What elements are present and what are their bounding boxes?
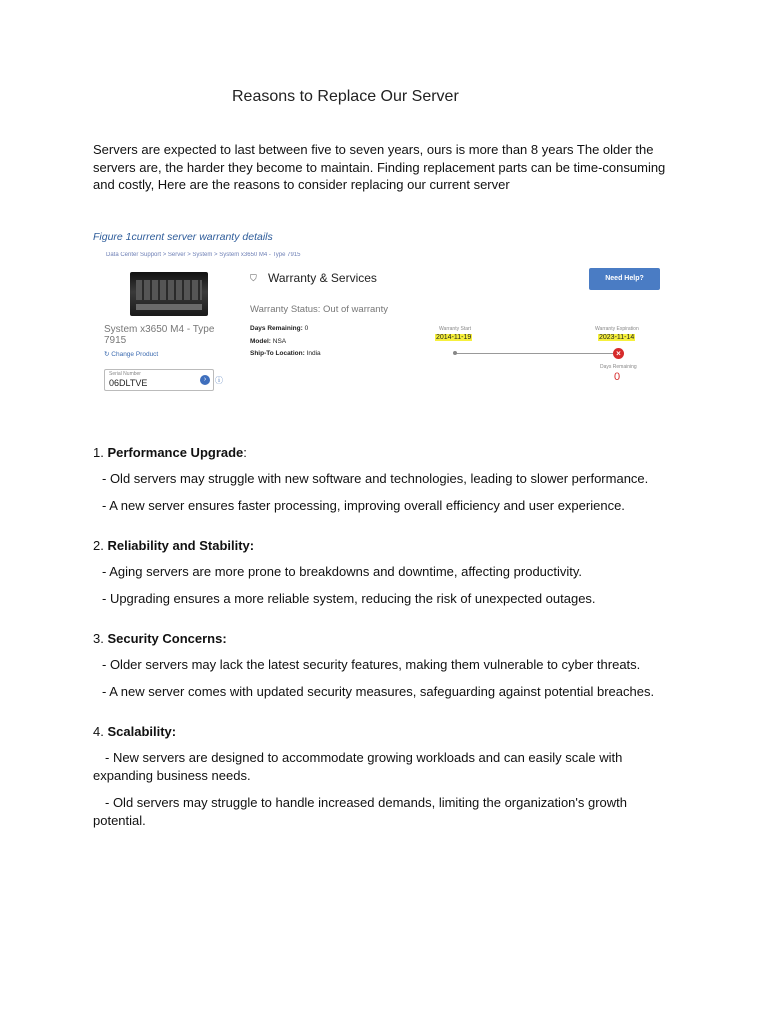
reason-number: 2. xyxy=(93,538,104,553)
reason-heading xyxy=(93,723,683,741)
change-product-label: Change Product xyxy=(111,351,159,358)
reason-number: 4. xyxy=(93,724,104,739)
serial-label: Serial Number xyxy=(109,371,141,377)
reason-item xyxy=(93,537,683,608)
warranty-start-date: 2014-11-19 xyxy=(436,334,472,341)
reason-item xyxy=(93,723,683,830)
x-circle-icon: × xyxy=(613,348,624,359)
reason-item xyxy=(93,444,683,515)
need-help-button[interactable]: Need Help? xyxy=(589,268,660,290)
reason-point: - Upgrading ensures a more reliable system, reducing the risk of unexpected outages. xyxy=(102,591,596,606)
reason-heading xyxy=(93,444,683,462)
reason-heading xyxy=(93,630,683,648)
warranty-start-label: Warranty Start xyxy=(439,326,472,332)
figure-caption: Figure 1current server warranty details xyxy=(93,231,273,243)
reason-point: - A new server ensures faster processing, improving overall efficiency and user experience. xyxy=(102,498,625,513)
model-label: Model: xyxy=(250,338,271,345)
model-value: NSA xyxy=(272,338,287,345)
reason-point: - A new server comes with updated security measures, safeguarding against potential breaches. xyxy=(102,684,655,699)
warranty-expiration-date: 2023-11-14 xyxy=(599,334,635,341)
reason-item xyxy=(93,630,683,701)
days-remaining-row xyxy=(250,325,308,332)
reason-point: - New servers are designed to accommodate growing workloads and can easily scale with expanding business needs. xyxy=(93,750,623,783)
reason-heading xyxy=(93,537,683,555)
document-title: Reasons to Replace Our Server xyxy=(232,88,459,105)
info-icon[interactable]: ⓘ xyxy=(215,376,223,385)
reason-title: Reliability and Stability: xyxy=(107,538,255,553)
breadcrumb: Data Center Support > Server > System > System x3650 M4 - Type 7915 xyxy=(106,252,301,258)
location-value: India xyxy=(306,350,321,357)
warranty-timeline xyxy=(455,353,618,354)
reason-point: - Aging servers are more prone to breakdowns and downtime, affecting productivity. xyxy=(102,564,583,579)
serial-number-field[interactable] xyxy=(104,369,214,391)
model-row xyxy=(250,338,286,345)
arrow-right-icon[interactable]: › xyxy=(200,375,210,385)
days-remaining-caption: Days Remaining xyxy=(600,364,637,370)
intro-text: Servers are expected to last between five to seven years, ours is more than 8 years The older the servers are, the harder they become to maintain. Finding replacement parts can be time-consuming and costly, Here are the reasons to consider replacing our current server xyxy=(93,142,666,192)
days-remaining-count: 0 xyxy=(614,371,621,383)
reason-colon: : xyxy=(243,445,247,460)
location-label: Ship-To Location: xyxy=(250,350,305,357)
location-row xyxy=(250,350,321,357)
refresh-icon: ↻ xyxy=(104,351,110,358)
system-name: System x3650 M4 - Type 7915 xyxy=(104,324,215,346)
reason-number: 1. xyxy=(93,445,104,460)
timeline-start-dot xyxy=(453,351,457,355)
days-remaining-value: 0 xyxy=(304,325,309,332)
warranty-status: Warranty Status: Out of warranty xyxy=(250,304,388,315)
reason-title: Scalability: xyxy=(107,724,177,739)
reason-number: 3. xyxy=(93,631,104,646)
warranty-services-title: Warranty & Services xyxy=(268,271,377,285)
warranty-screenshot xyxy=(100,252,666,394)
reason-title: Performance Upgrade xyxy=(107,445,244,460)
days-remaining-label: Days Remaining: xyxy=(250,325,303,332)
server-image xyxy=(130,272,208,316)
reason-point: - Old servers may struggle with new software and technologies, leading to slower performance. xyxy=(102,471,649,486)
warranty-expiration-label: Warranty Expiration xyxy=(595,326,639,332)
serial-value: 06DLTVE xyxy=(109,378,148,388)
reason-point: - Old servers may struggle to handle increased demands, limiting the organization's growth potential. xyxy=(93,795,628,828)
intro-paragraph xyxy=(93,141,683,194)
shield-icon: ⛉ xyxy=(250,273,257,283)
reasons-list xyxy=(93,444,683,852)
change-product-link[interactable] xyxy=(104,350,158,358)
reason-point: - Older servers may lack the latest security features, making them vulnerable to cyber threats. xyxy=(102,657,641,672)
reason-title: Security Concerns: xyxy=(107,631,227,646)
